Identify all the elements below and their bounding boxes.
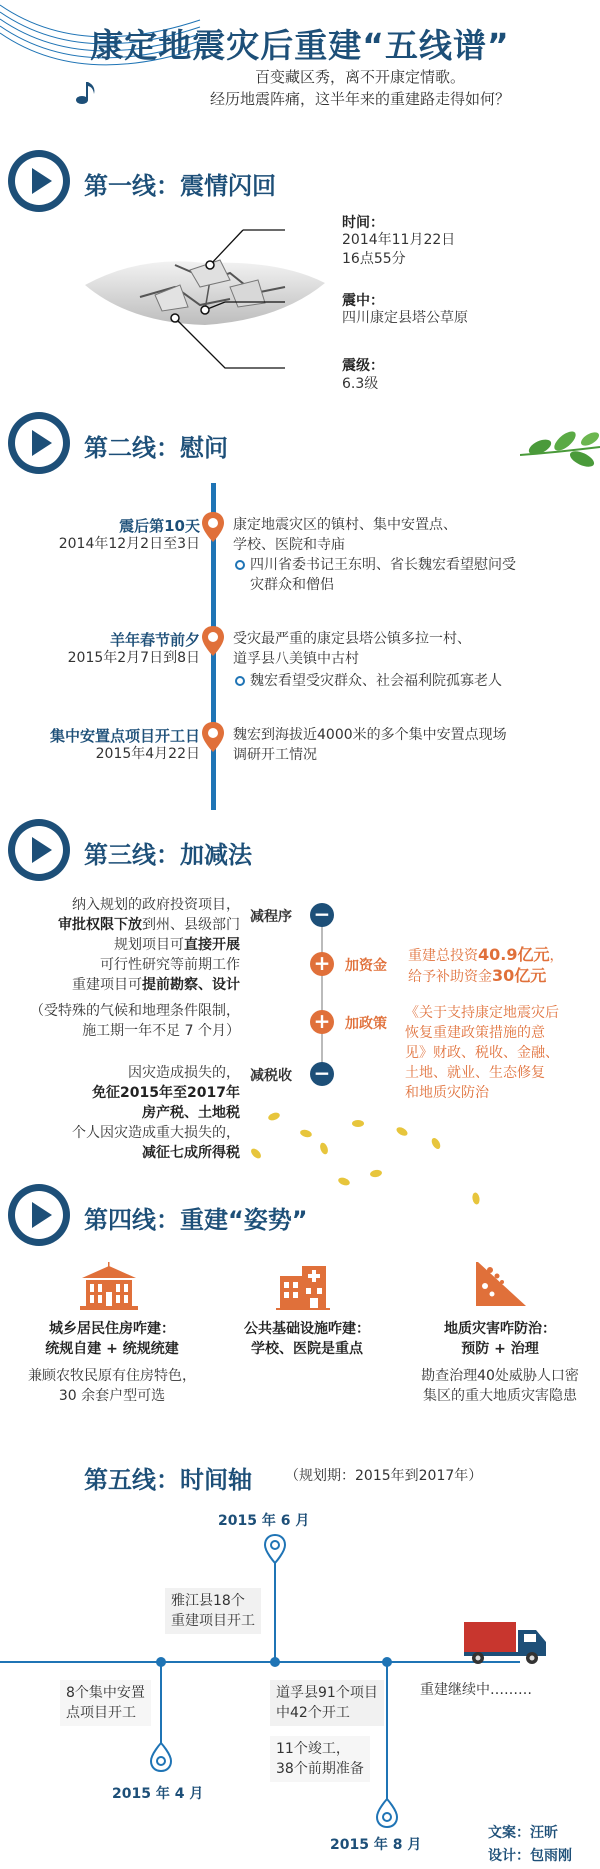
event-desc: 魏宏到海拔近4000米的多个集中安置点现场 — [233, 727, 507, 743]
planning-period: （规划期：2015年到2017年） — [285, 1468, 483, 1484]
plus-minus-axis-line — [321, 915, 323, 1075]
section-2-title: 第二线：慰问 — [84, 434, 228, 462]
section-5-title: 第五线：时间轴 — [84, 1466, 252, 1494]
text-span: 重建项目可 — [72, 977, 142, 993]
timeline-dot — [156, 1657, 166, 1667]
minus-icon: − — [310, 1062, 334, 1086]
landslide-icon — [470, 1258, 532, 1306]
text-line — [0, 915, 240, 935]
text-line: 和地质灾防治 — [405, 1085, 489, 1101]
text-span: 给予补助资金 — [408, 969, 492, 985]
credits-writer — [488, 1822, 558, 1842]
timeline-horizontal-line — [0, 1661, 520, 1663]
fund-value: 40.9亿元 — [478, 945, 550, 964]
add-fund-label: 加资金 — [345, 958, 387, 974]
event-heading: 震后第10天 — [119, 517, 200, 535]
event-desc: 学校、医院和寺庙 — [233, 537, 345, 553]
section-3-title: 第三线：加减法 — [84, 841, 252, 869]
rebuild-item-public — [224, 1318, 390, 1358]
text-line: 中42个开工 — [276, 1705, 350, 1721]
reduce-procedure-text — [0, 895, 240, 1041]
epicenter-label: 震中： — [342, 293, 384, 309]
text-span: ， — [549, 948, 564, 964]
coin-icon — [395, 1125, 409, 1137]
plus-icon: + — [310, 952, 334, 976]
time-label: 时间： — [342, 215, 384, 231]
event-date: 2015年4月22日 — [95, 746, 200, 762]
subtitle-line-2: 经历地震阵痛，这半年来的重建路走得如何？ — [209, 90, 510, 108]
plus-icon: + — [310, 1010, 334, 1034]
reduce-procedure-label: 减程序 — [250, 909, 292, 925]
time-value-hour: 16点55分 — [342, 251, 406, 267]
text-line: 道孚县91个项目 — [276, 1685, 378, 1701]
milestone-june-text — [165, 1588, 261, 1634]
coin-icon — [267, 1111, 281, 1122]
text-line: 点项目开工 — [66, 1705, 136, 1721]
event-heading: 羊年春节前夕 — [109, 631, 200, 649]
text-line: 恢复重建政策措施的意 — [405, 1025, 545, 1041]
event-sub: 魏宏看望受灾群众、社会福利院孤寡老人 — [250, 673, 502, 689]
timeline-dot — [270, 1657, 280, 1667]
magnitude-label: 震级： — [342, 358, 384, 374]
location-pin-icon — [376, 1798, 398, 1828]
milestone-date-april: 2015 年 4 月 — [112, 1786, 204, 1802]
section-1-title: 第一线：震情闪回 — [84, 172, 276, 200]
bold-text: 审批权限下放 — [58, 917, 142, 933]
section-4-title: 第四线：重建“姿势” — [84, 1206, 308, 1234]
text-line: 因灾造成损失的， — [128, 1065, 240, 1081]
text-line — [0, 935, 240, 955]
timeline-stem — [160, 1662, 162, 1744]
item-heading: 城乡居民住房咋建： — [49, 1321, 175, 1337]
item-heading: 统规自建 + 统规统建 — [45, 1341, 179, 1357]
play-icon — [8, 412, 70, 474]
milestone-date-june: 2015 年 6 月 — [218, 1513, 310, 1529]
location-pin-icon — [150, 1742, 172, 1772]
timeline-stem — [386, 1662, 388, 1800]
text-line — [408, 945, 563, 966]
credit-name: 汪昕 — [530, 1825, 558, 1841]
leaves-icon — [520, 425, 600, 475]
timeline-dot — [382, 1657, 392, 1667]
event-desc: 调研开工情况 — [233, 747, 317, 763]
hospital-school-icon — [272, 1262, 334, 1310]
item-heading: 预防 + 治理 — [461, 1341, 539, 1357]
credit-name: 包雨刚 — [530, 1848, 572, 1864]
continue-text: 重建继续中……… — [420, 1682, 532, 1698]
bold-text: 房产税、土地税 — [142, 1105, 240, 1121]
leader-lines — [165, 210, 345, 390]
bullet-icon — [235, 676, 245, 686]
item-heading: 公共基础设施咋建： — [244, 1321, 370, 1337]
text-line: 重建项目开工 — [171, 1613, 255, 1629]
text-span: 到州、县级部门 — [142, 917, 240, 933]
item-desc: 勘查治理40处威胁人口密 — [421, 1368, 579, 1384]
bold-text: 减征七成所得税 — [142, 1145, 240, 1161]
text-span: 重建总投资 — [408, 948, 478, 964]
item-desc: 30 余套户型可选 — [58, 1388, 166, 1404]
text-line: 38个前期准备 — [276, 1761, 364, 1777]
subtitle-line-1: 百变藏区秀，离不开康定情歌。 — [254, 68, 465, 86]
play-icon — [8, 150, 70, 212]
text-line: 雅江县18个 — [171, 1593, 245, 1609]
rebuild-item-geohazard — [400, 1318, 600, 1406]
time-value-date: 2014年11月22日 — [342, 232, 456, 248]
play-icon — [8, 819, 70, 881]
text-line: 土地、就业、生态修复 — [405, 1065, 545, 1081]
coin-icon — [249, 1147, 262, 1160]
text-line: （受特殊的气候和地理条件限制， — [30, 1003, 240, 1019]
text-line: 8个集中安置 — [66, 1685, 145, 1701]
item-desc: 兼顾农牧民原有住房特色， — [28, 1368, 196, 1384]
coin-icon — [430, 1137, 442, 1151]
add-policy-label: 加政策 — [345, 1016, 387, 1032]
event-sub: 灾群众和僧侣 — [250, 577, 334, 593]
residential-building-icon — [78, 1262, 140, 1310]
text-line: 见》财政、税收、金融、 — [405, 1045, 559, 1061]
minus-icon: − — [310, 903, 334, 927]
bold-text: 提前勘察、设计 — [142, 977, 240, 993]
event-desc: 康定地震灾区的镇村、集中安置点、 — [233, 517, 457, 533]
add-policy-text — [405, 1003, 559, 1103]
text-line: 11个竣工， — [276, 1741, 350, 1757]
item-desc: 集区的重大地质灾害隐患 — [423, 1388, 577, 1404]
page-title: 康定地震灾后重建“五线谱” — [90, 26, 510, 65]
event-heading: 集中安置点项目开工日 — [49, 727, 200, 745]
text-span: 规划项目可 — [114, 937, 184, 953]
magnitude-value: 6.3级 — [342, 376, 379, 392]
text-line: 施工期一年不足 7 个月） — [82, 1023, 240, 1039]
event-desc: 道孚县八美镇中古村 — [233, 651, 359, 667]
rebuild-item-housing — [0, 1318, 224, 1406]
timeline-stem — [274, 1560, 276, 1662]
bold-text: 直接开展 — [184, 937, 240, 953]
truck-icon — [462, 1620, 548, 1666]
milestone-aug-text-2 — [270, 1736, 370, 1782]
coin-icon — [369, 1169, 382, 1178]
text-line — [408, 966, 563, 987]
text-line: 纳入规划的政府投资项目， — [72, 897, 240, 913]
text-line — [0, 975, 240, 995]
coin-icon — [472, 1192, 481, 1205]
bullet-icon — [235, 560, 245, 570]
reduce-tax-label: 减税收 — [250, 1068, 292, 1084]
milestone-date-aug: 2015 年 8 月 — [330, 1837, 422, 1853]
music-note-icon — [76, 82, 94, 104]
item-heading: 学校、医院是重点 — [251, 1341, 363, 1357]
location-pin-icon — [264, 1534, 286, 1564]
coin-icon — [299, 1129, 312, 1139]
item-heading: 地质灾害咋防治： — [444, 1321, 556, 1337]
event-sub: 四川省委书记王东明、省长魏宏看望慰问受 — [250, 557, 516, 573]
milestone-april-text — [60, 1680, 151, 1726]
play-icon — [8, 1184, 70, 1246]
bold-text: 免征2015年至2017年 — [92, 1085, 240, 1101]
location-pin-icon — [202, 512, 224, 542]
coin-icon — [319, 1142, 330, 1156]
event-date: 2015年2月7日到8日 — [67, 650, 200, 666]
add-fund-text — [408, 945, 563, 987]
epicenter-value: 四川康定县塔公草原 — [342, 310, 468, 326]
event-desc: 受灾最严重的康定县塔公镇多拉一村、 — [233, 631, 471, 647]
location-pin-icon — [202, 626, 224, 656]
text-line: 个人因灾造成重大损失的， — [72, 1125, 240, 1141]
fund-value: 30亿元 — [492, 966, 547, 985]
text-line: 《关于支持康定地震灾后 — [405, 1005, 559, 1021]
credit-label: 文案： — [488, 1825, 530, 1841]
coin-icon — [337, 1176, 351, 1187]
credit-label: 设计： — [488, 1848, 530, 1864]
coin-icon — [352, 1120, 364, 1127]
milestone-aug-text — [270, 1680, 384, 1726]
location-pin-icon — [202, 722, 224, 752]
event-date: 2014年12月2日至3日 — [58, 536, 200, 552]
reduce-tax-text — [0, 1063, 240, 1163]
credits-designer — [488, 1845, 572, 1865]
text-line: 可行性研究等前期工作 — [100, 957, 240, 973]
